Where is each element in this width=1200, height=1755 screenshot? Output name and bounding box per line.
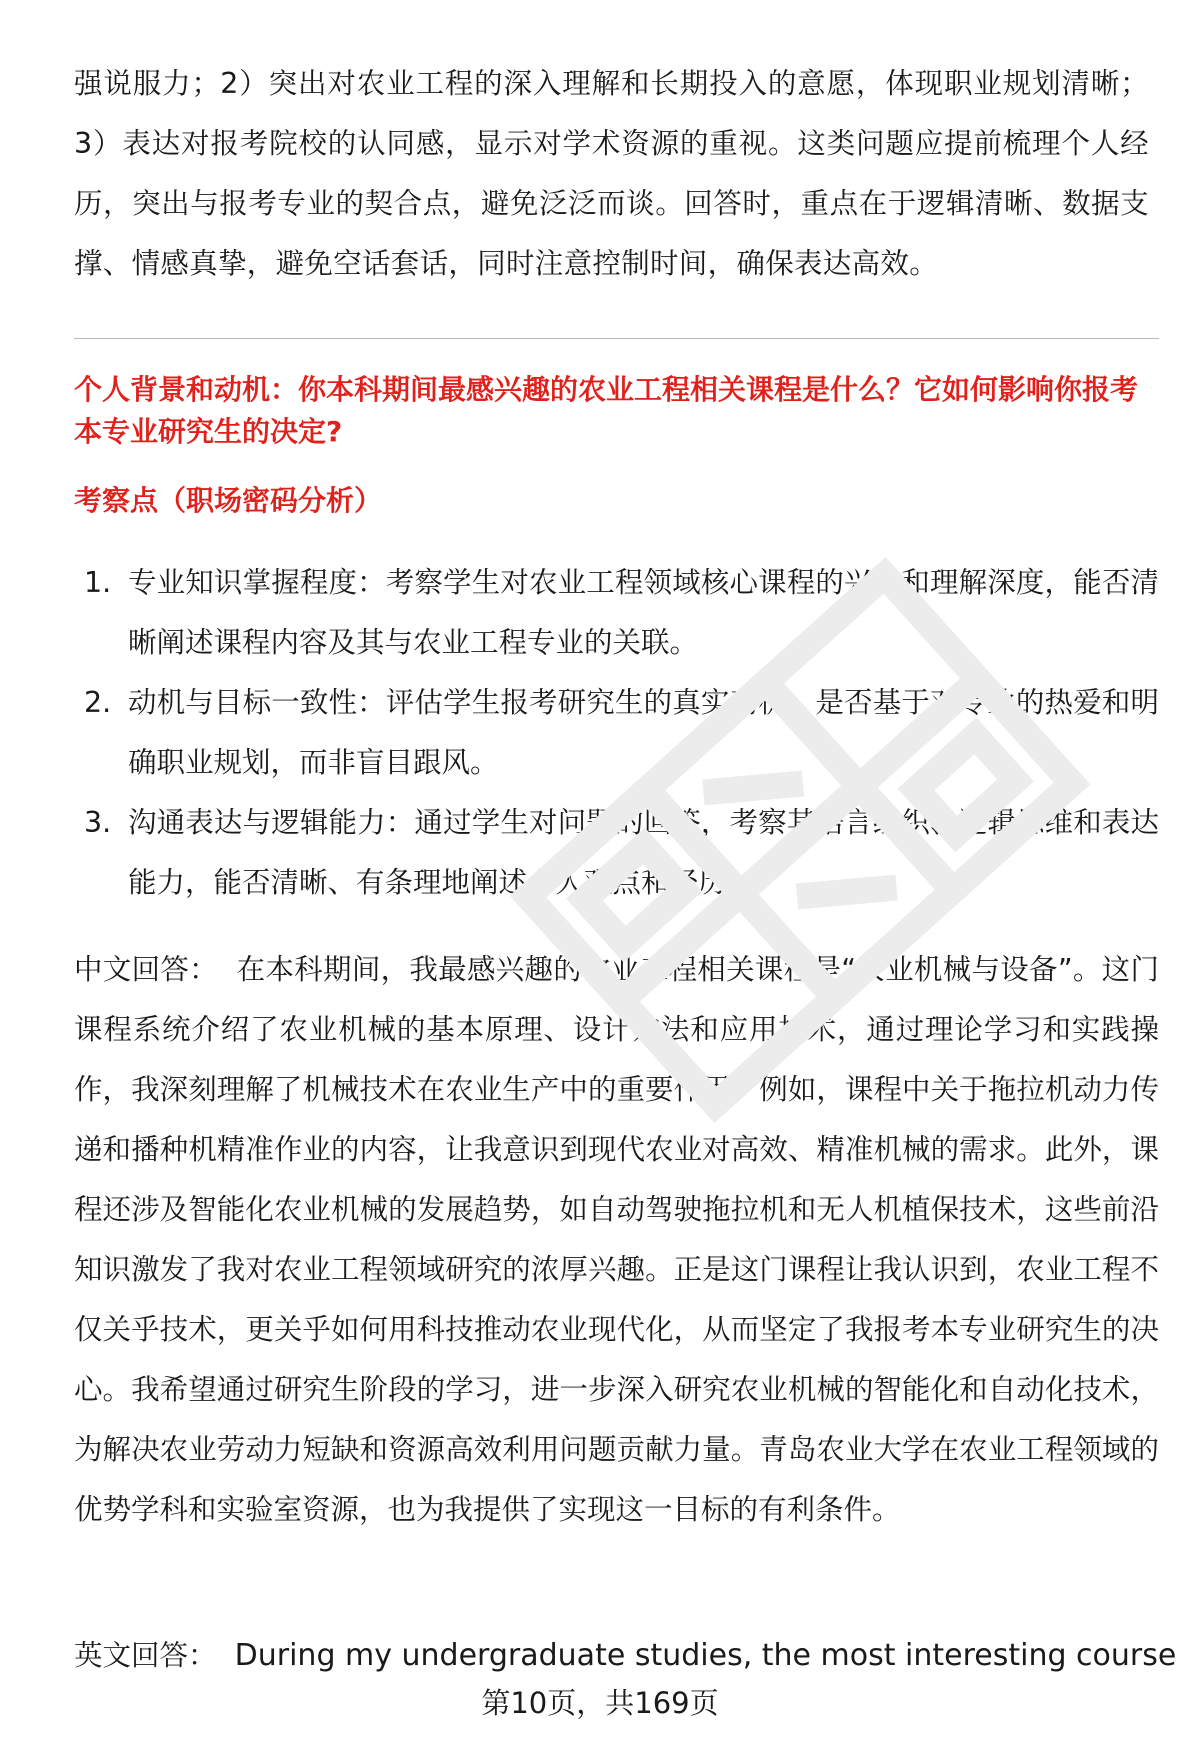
question-heading: 个人背景和动机：你本科期间最感兴趣的农业工程相关课程是什么？它如何影响你报考本专业研究生的决定? [74, 373, 1139, 448]
list-item-text: 动机与目标一致性：评估学生报考研究生的真实动机，是否基于对专业的热爱和明确职业规划，而非盲目跟风。 [128, 686, 1159, 779]
list-item-number: 1. [84, 566, 112, 599]
intro-paragraph: 强说服力；2）突出对农业工程的深入理解和长期投入的意愿，体现职业规划清晰；3）表达对报考院校的认同感，显示对学术资源的重视。这类问题应提前梳理个人经历，突出与报考专业的契合点，避免泛泛而谈。回答时，重点在于逻辑清晰、数据支撑、情感真挚，避免空话套话，同时注意控制时间，确保表达高效。 [74, 67, 1149, 280]
list-item [74, 553, 1159, 673]
chinese-answer [74, 940, 1159, 1540]
chinese-answer-text: 在本科期间，我最感兴趣的农业工程相关课程是“农业机械与设备”。这门课程系统介绍了农业机械的基本原理、设计方法和应用技术，通过理论学习和实践操作，我深刻理解了机械技术在农业生产中的重要作用。例如，课程中关于拖拉机动力传递和播种机精准作业的内容，让我意识到现代农业对高效、精准机械的需求。此外，课程还涉及智能化农业机械的发展趋势，如自动驾驶拖拉机和无人机植保技术，这些前沿知识激发了我对农业工程领域研究的浓厚兴趣。正是这门课程让我认识到，农业工程不仅关乎技术，更关乎如何用科技推动农业现代化，从而坚定了我报考本专业研究生的决心。我希望通过研究生阶段的学习，进一步深入研究农业机械的智能化和自动化技术，为解决农业劳动力短缺和资源高效利用问题贡献力量。青岛农业大学在农业工程领域的优势学科和实验室资源，也为我提供了实现这一目标的有利条件。 [74, 953, 1159, 1526]
section-divider [74, 338, 1159, 339]
list-item [74, 793, 1159, 913]
intro-block [74, 54, 1149, 294]
list-item-text: 沟通表达与逻辑能力：通过学生对问题的回答，考察其语言组织、逻辑思维和表达能力，能否清晰、有条理地阐述个人观点和经历。 [128, 806, 1159, 899]
analysis-points-list [74, 553, 1159, 913]
list-item-text: 专业知识掌握程度：考察学生对农业工程领域核心课程的兴趣和理解深度，能否清晰阐述课程内容及其与农业工程专业的关联。 [128, 566, 1159, 659]
list-item-number: 2. [84, 686, 112, 719]
english-answer [74, 1626, 1177, 1686]
analysis-subheading: 考察点（职场密码分析） [74, 484, 383, 517]
chinese-answer-label: 中文回答： [74, 953, 218, 986]
list-item-number: 3. [84, 806, 112, 839]
page-number-footer: 第10页，共169页 [481, 1686, 719, 1720]
english-answer-text: During my undergraduate studies, the most interesting course [234, 1638, 1177, 1673]
english-answer-label: 英文回答： [74, 1639, 217, 1672]
list-item [74, 673, 1159, 793]
